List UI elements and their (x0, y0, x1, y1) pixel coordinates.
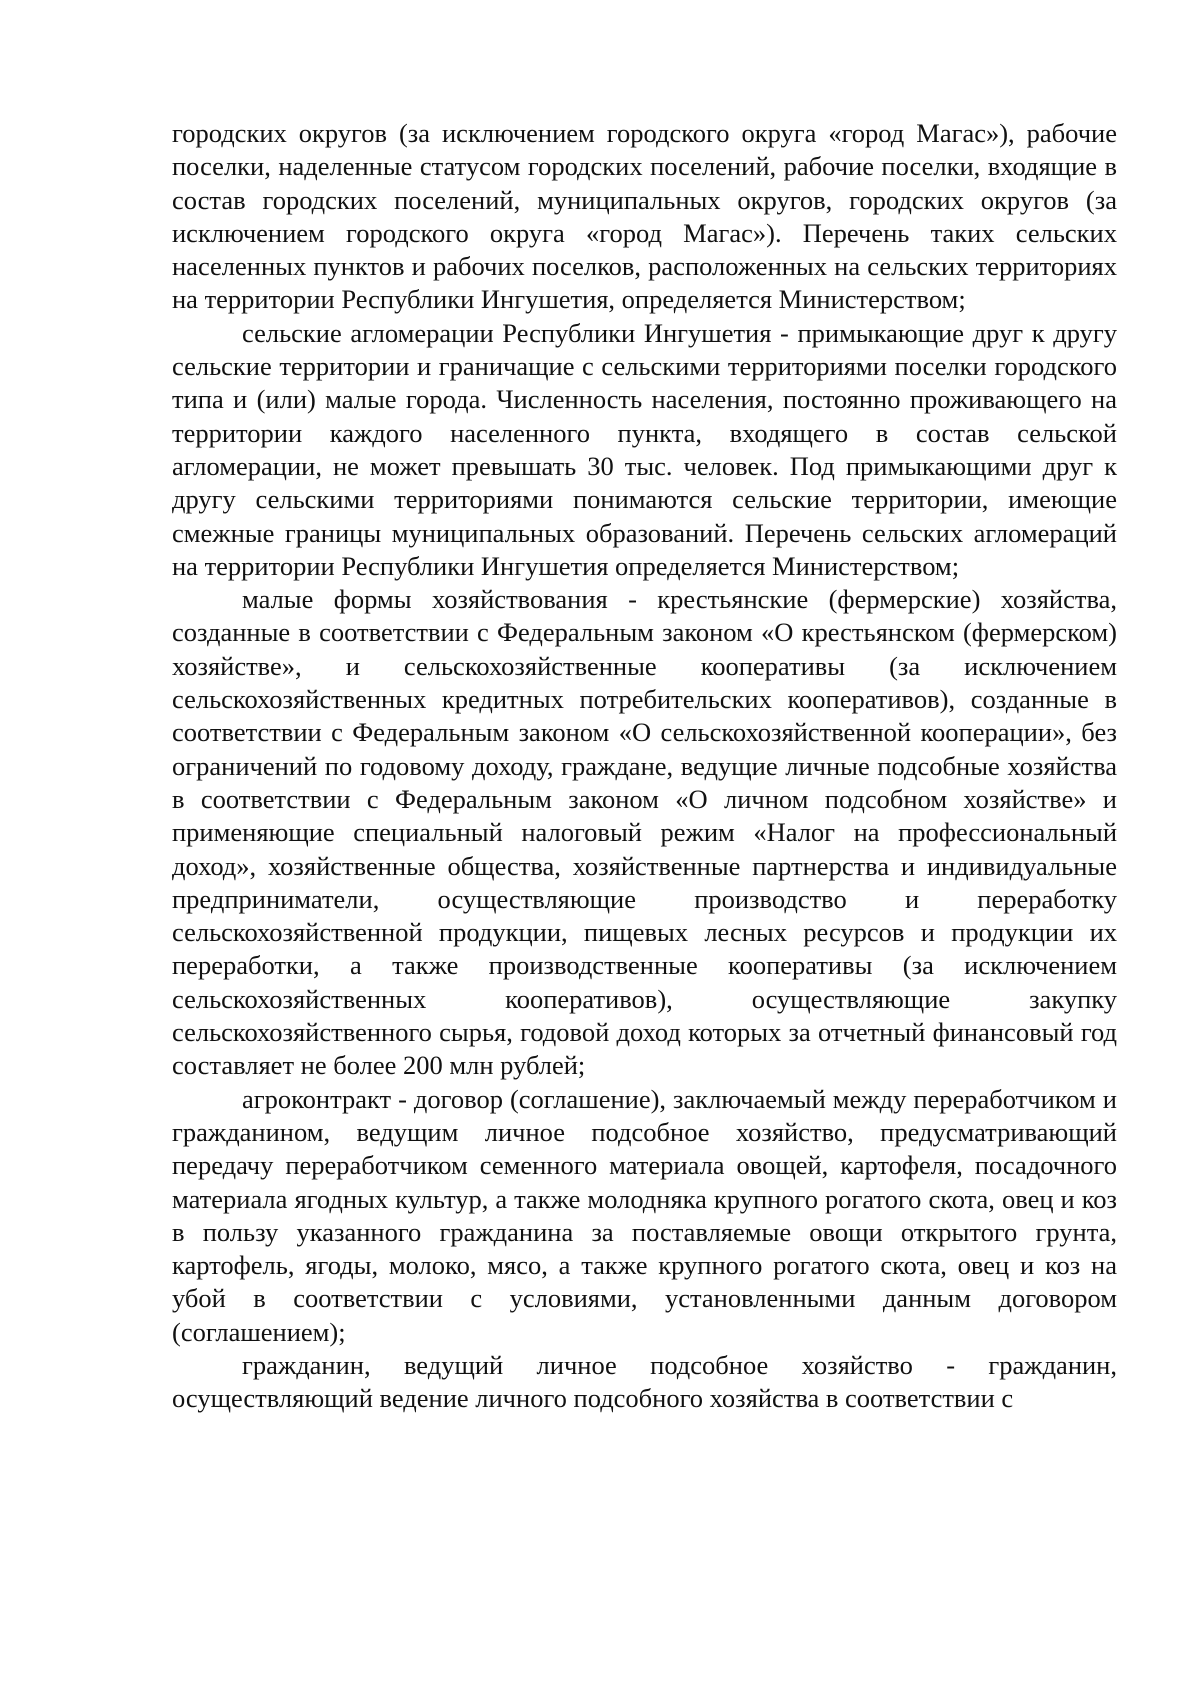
paragraph-3: малые формы хозяйствования - крестьянские (фермерские) хозяйства, созданные в соответствии с Федеральным законом «О крестьянском (фермерском) хозяйстве», и сельскохозяйственные кооперативы (за исключением сельскохозяйственных кредитных потребительских кооперативов), созданные в соответствии с Федеральным законом «О сельскохозяйственной кооперации», без ограничений по годовому доходу, граждане, ведущие личные подсобные хозяйства в соответствии с Федеральным законом «О личном подсобном хозяйстве» и применяющие специальный налоговый режим «Налог на профессиональный доход», хозяйственные общества, хозяйственные партнерства и индивидуальные предприниматели, осуществляющие производство и переработку сельскохозяйственной продукции, пищевых лесных ресурсов и продукции их переработки, а также производственные кооперативы (за исключением сельскохозяйственных кооперативов), осуществляющие закупку сельскохозяйственного сырья, годовой доход которых за отчетный финансовый год составляет не более 200 млн рублей; (172, 584, 1117, 1081)
paragraph-1: городских округов (за исключением городского округа «город Магас»), рабочие поселки, наделенные статусом городских поселений, рабочие поселки, входящие в состав городских поселений, муниципальных округов, городских округов (за исключением городского округа «город Магас»). Перечень таких сельских населенных пунктов и рабочих поселков, расположенных на сельских территориях на территории Республики Ингушетия, определяется Министерством; (172, 118, 1117, 315)
document-body (172, 117, 1117, 1416)
paragraph-2: сельские агломерации Республики Ингушетия - примыкающие друг к другу сельские территории и граничащие с сельскими территориями поселки городского типа и (или) малые города. Численность населения, постоянно проживающего на территории каждого населенного пункта, входящего в состав сельской агломерации, не может превышать 30 тыс. человек. Под примыкающими друг к другу сельскими территориями понимаются сельские территории, имеющие смежные границы муниципальных образований. Перечень сельских агломераций на территории Республики Ингушетия определяется Министерством; (172, 317, 1117, 581)
paragraph-4: агроконтракт - договор (соглашение), заключаемый между переработчиком и гражданином, ведущим личное подсобное хозяйство, предусматривающий передачу переработчиком семенного материала овощей, картофеля, посадочного материала ягодных культур, а также молодняка крупного рогатого скота, овец и коз в пользу указанного гражданина за поставляемые овощи открытого грунта, картофель, ягоды, молоко, мясо, а также крупного рогатого скота, овец и коз на убой в соответствии с условиями, установленными данным договором (соглашением); (172, 1083, 1117, 1347)
paragraph-5: гражданин, ведущий личное подсобное хозяйство - гражданин, осуществляющий ведение личного подсобного хозяйства в соответствии с (172, 1349, 1117, 1414)
